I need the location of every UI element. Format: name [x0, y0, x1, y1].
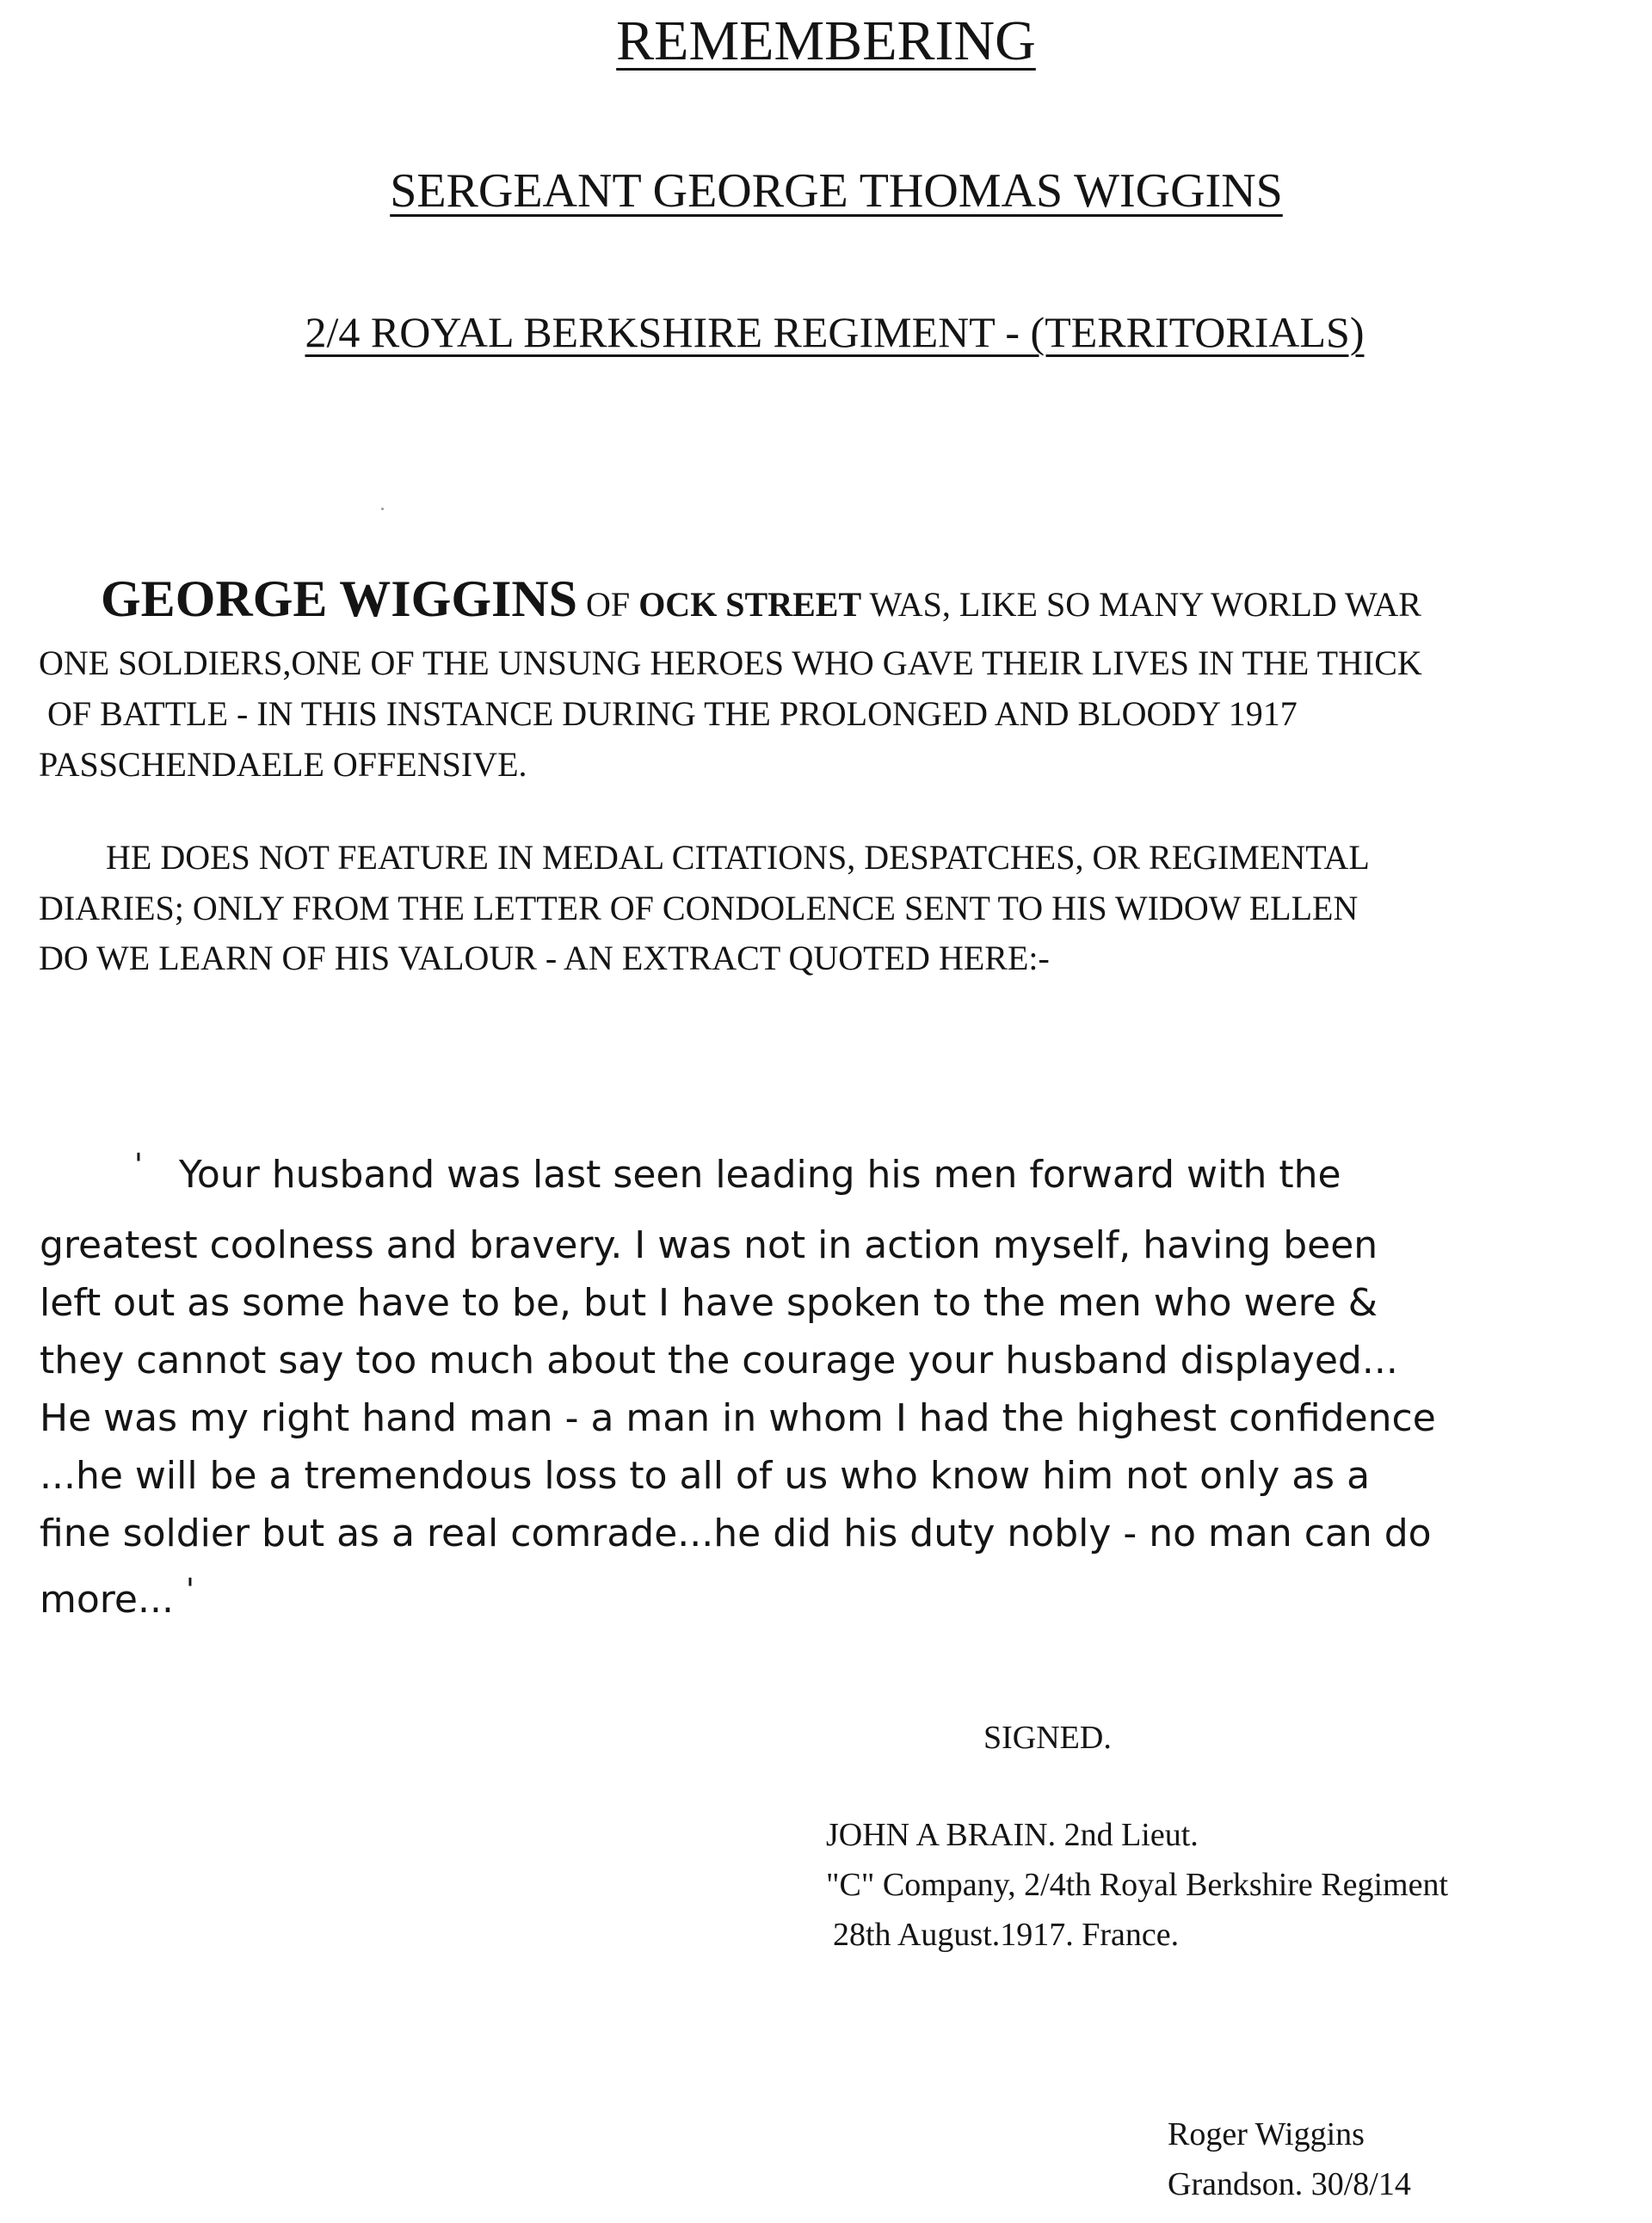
quote-line-6: ...he will be a tremendous loss to all of us who know him not only as a [40, 1454, 1371, 1498]
quote-line-4: they cannot say too much about the courage your husband displayed... [40, 1339, 1398, 1382]
intro-name: GEORGE WIGGINS [101, 570, 578, 627]
intro-street: OCK STREET [638, 585, 862, 624]
intro-line1-rest: WAS, LIKE SO MANY WORLD WAR [869, 585, 1421, 624]
signatory-name: JOHN A BRAIN. 2nd Lieut. [826, 1817, 1199, 1853]
quote-line-2: greatest coolness and bravery. I was not in action myself, having been [40, 1223, 1378, 1267]
quote-open-mark: ' [134, 1148, 143, 1183]
author-name: Roger Wiggins [1168, 2116, 1365, 2152]
context-line-3: DO WE LEARN OF HIS VALOUR - AN EXTRACT QUOTED HERE:- [39, 939, 1050, 977]
quote-line-1 [40, 1146, 1614, 1206]
signatory-date: 28th August.1917. France. [833, 1917, 1180, 1953]
quote-line-8 [40, 1571, 1614, 1631]
context-line-1: HE DOES NOT FEATURE IN MEDAL CITATIONS, DESPATCHES, OR REGIMENTAL [106, 838, 1370, 877]
quote-line-5: He was my right hand man - a man in whom I had the highest confidence [40, 1396, 1436, 1440]
author-relation-date: Grandson. 30/8/14 [1168, 2166, 1411, 2202]
author-signoff [1168, 2109, 1411, 2209]
quote-close-mark: ' [185, 1573, 194, 1608]
regiment-heading: 2/4 ROYAL BERKSHIRE REGIMENT - (TERRITORIALS) [305, 308, 1365, 356]
soldier-name-heading: SERGEANT GEORGE THOMAS WIGGINS [390, 164, 1283, 218]
quote-line-3: left out as some have to be, but I have spoken to the men who were & [40, 1281, 1378, 1325]
intro-line-3: OF BATTLE - IN THIS INSTANCE DURING THE PROLONGED AND BLOODY 1917 [47, 694, 1298, 733]
intro-rest [39, 637, 1579, 790]
signatory-company: "C" Company, 2/4th Royal Berkshire Regiment [826, 1867, 1449, 1903]
context-line-2: DIARIES; ONLY FROM THE LETTER OF CONDOLENCE SENT TO HIS WIDOW ELLEN [39, 888, 1359, 927]
quote-line-8-text: more... [40, 1578, 174, 1622]
signatory-details [826, 1810, 1448, 1960]
quote-line-7: fine soldier but as a real comrade...he did his duty nobly - no man can do [40, 1512, 1432, 1555]
scan-speck [381, 508, 384, 510]
intro-first-line [39, 566, 1579, 637]
signed-label: SIGNED. [983, 1720, 1112, 1756]
intro-paragraph [39, 566, 1579, 790]
context-paragraph [39, 833, 1579, 984]
letter-quote [40, 1146, 1614, 1631]
document-title: REMEMBERING [616, 9, 1036, 72]
intro-line-2: ONE SOLDIERS,ONE OF THE UNSUNG HEROES WHO GAVE THEIR LIVES IN THE THICK [39, 644, 1422, 682]
intro-of: OF [586, 585, 631, 624]
intro-line-4: PASSCHENDAELE OFFENSIVE. [39, 745, 527, 784]
quote-line-1-text: Your husband was last seen leading his men forward with the [178, 1153, 1341, 1197]
